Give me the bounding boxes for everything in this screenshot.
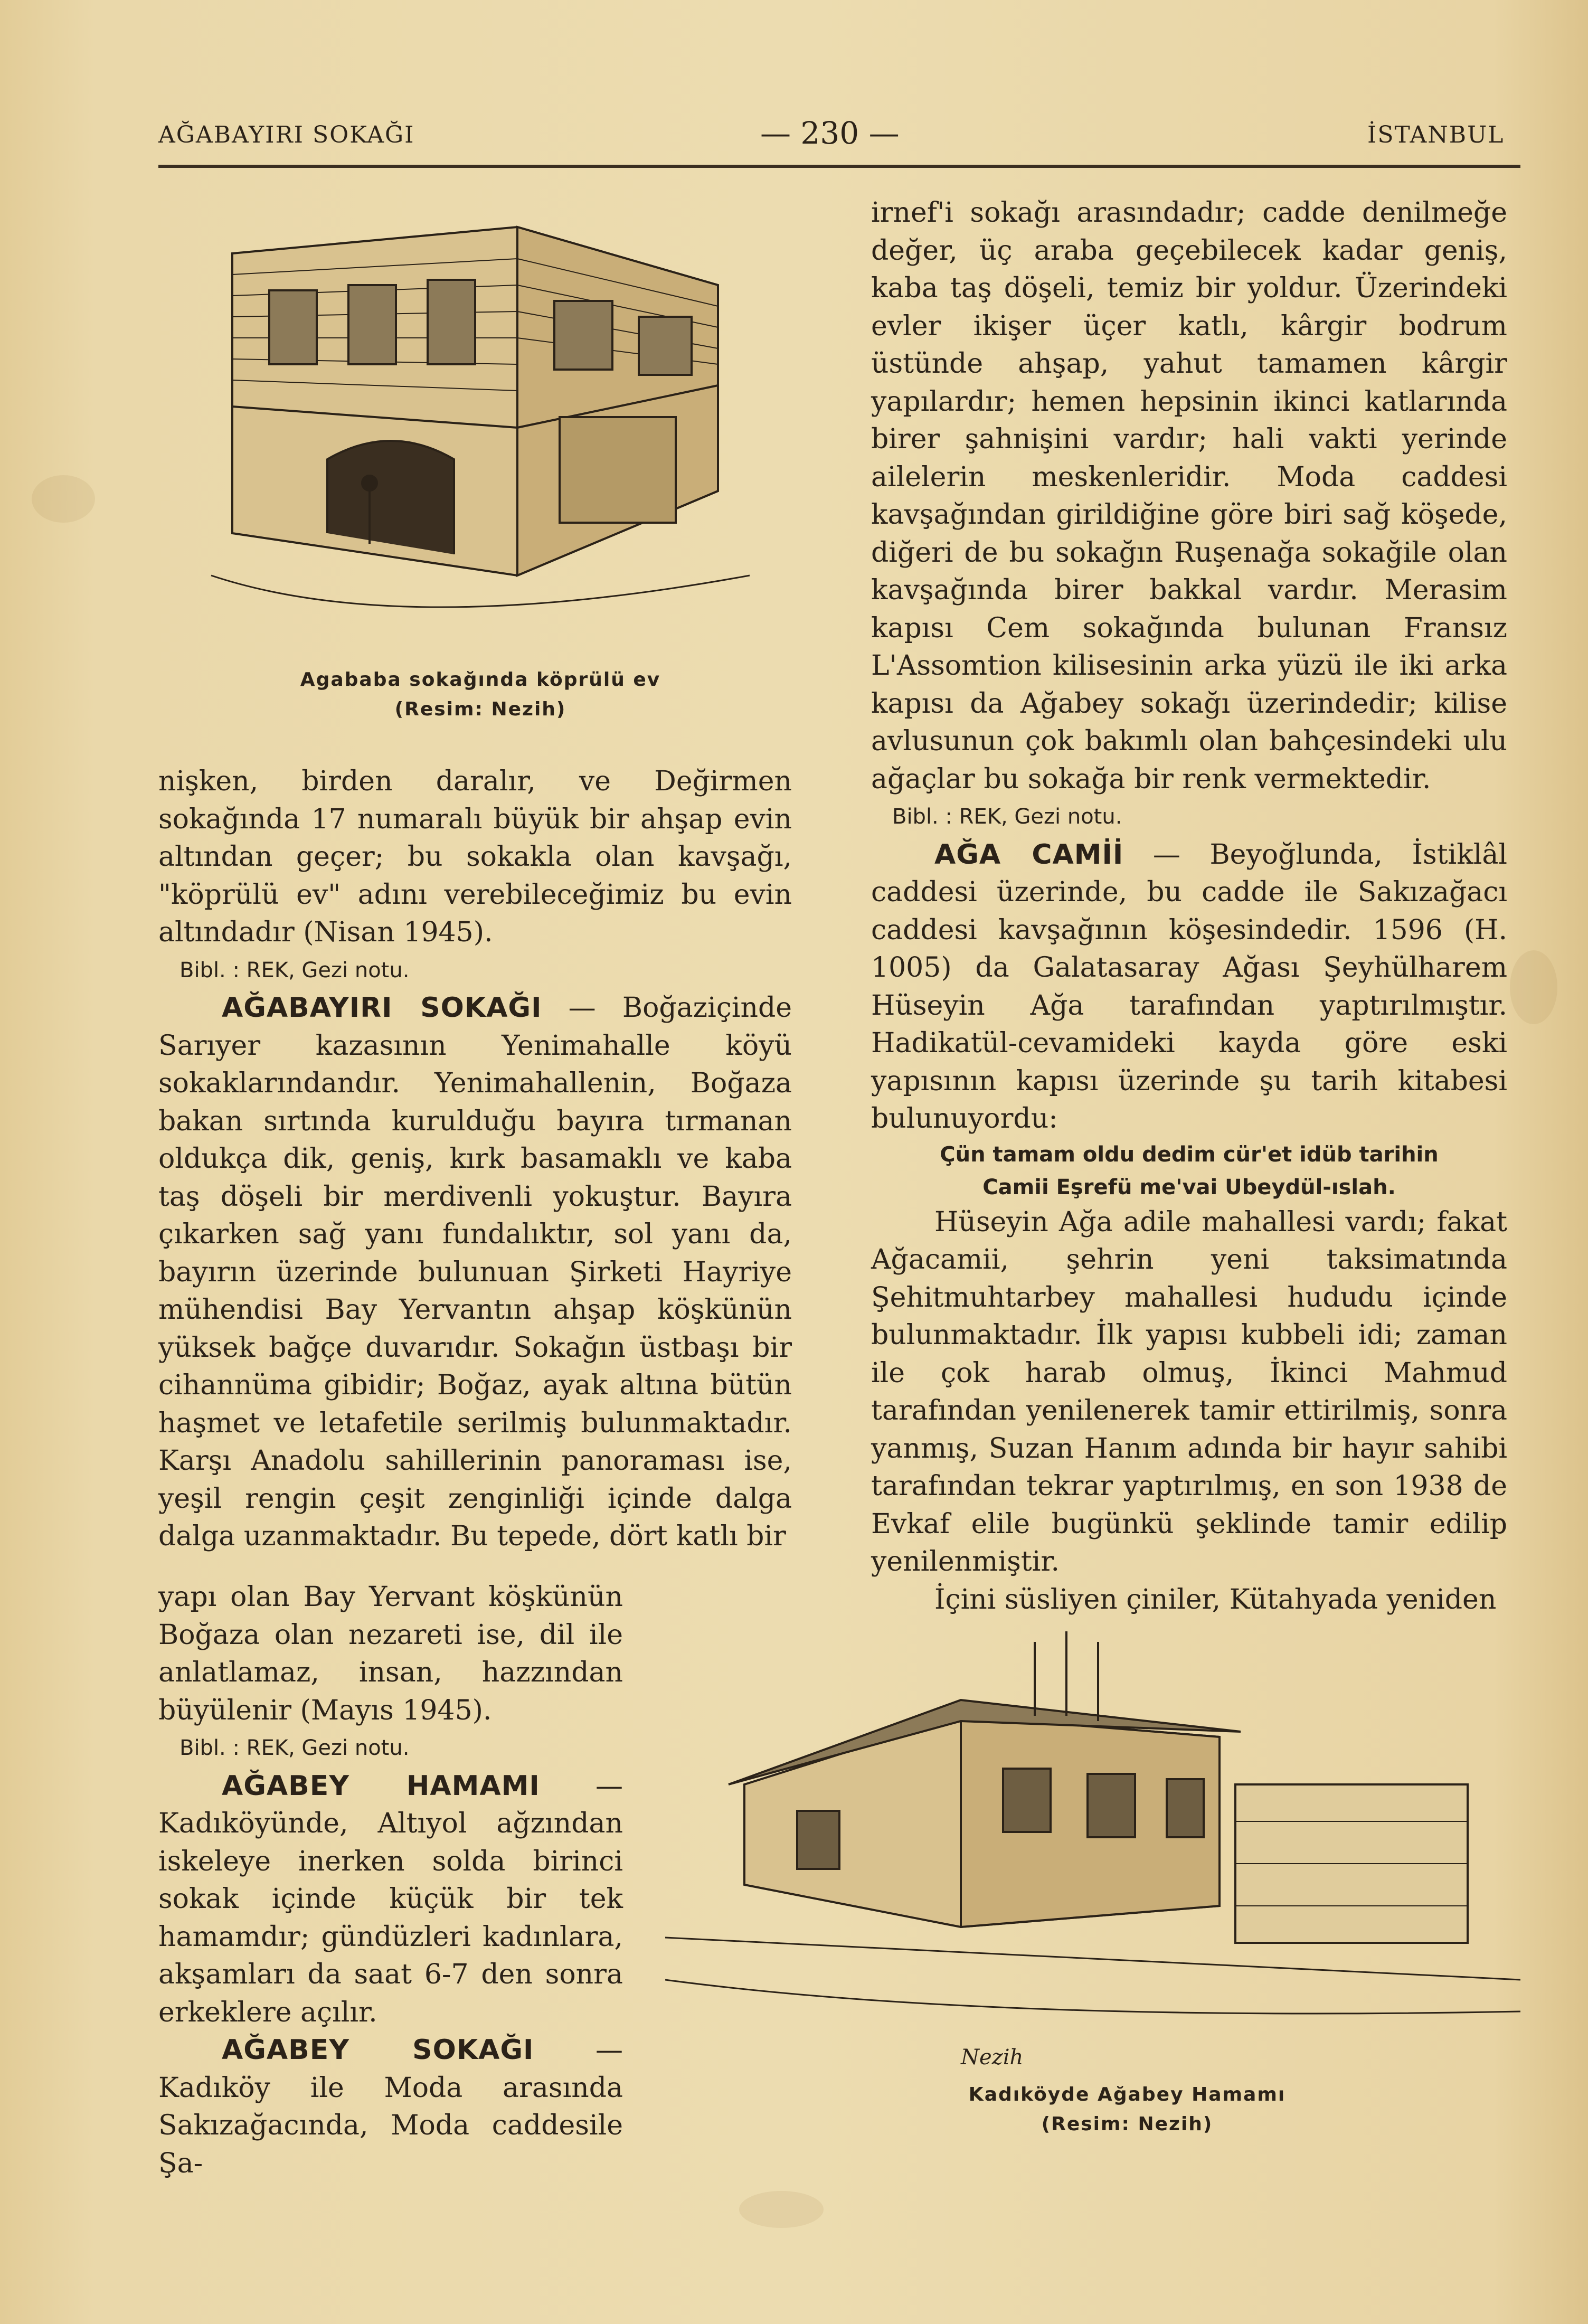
paper-stain xyxy=(32,475,95,523)
paragraph: yapı olan Bay Yervant köşkünün Boğaza olan nezareti ise, dil ile anlatlamaz, insan, hazzından büyülenir (Mayıs 1945). xyxy=(158,1581,623,1726)
paragraph: nişken, birden daralır, ve Değirmen sokağında 17 numaralı büyük bir ahşap evin altından geçer; bu sokakla olan kavşağı, "köprülü ev" adını verebileceğimiz bu evin altındadır (Nisan 1945). xyxy=(158,766,792,948)
entry-heading: AĞABEY SOKAĞI xyxy=(222,2034,534,2066)
figure-credit: (Resim: Nezih) xyxy=(1041,2113,1213,2135)
page-number: — 230 — xyxy=(760,115,900,151)
entry-agabey-hamami xyxy=(158,1768,623,2032)
wooden-house-engraving xyxy=(190,195,771,660)
artist-signature: Nezih xyxy=(961,2045,1024,2070)
entry-agabey-sokagi xyxy=(158,2032,623,2183)
inscription-line: Camii Eşrefü me'vai Ubeydül-ıslah. xyxy=(982,1175,1396,1199)
figure-caption xyxy=(824,2080,1431,2139)
figure-credit: (Resim: Nezih) xyxy=(394,698,566,720)
entry-heading: AĞABEY HAMAMI xyxy=(222,1770,540,1802)
running-head-right: İSTANBUL xyxy=(1367,121,1505,148)
entry-text: — Kadıköyünde, Altıyol ağzından iskeleye inerken solda birinci sokak içinde küçük bir tek hamamdır; gündüzleri kadınlara, akşamları da saat 6-7 den sonra erkeklere açılır. xyxy=(158,1770,623,2028)
running-head-left: AĞABAYIRI SOKAĞI xyxy=(158,121,415,148)
figure-caption xyxy=(190,665,771,724)
entry-text: — Boğaziçinde Sarıyer kazasının Yenimahalle köyü sokaklarındandır. Yenimahallenin, Boğaza bakan sırtında kurulduğu bayıra tırmanan oldukça dik, geniş, kırk basamaklı ve kaba taş döşeli bir merdivenli yokuştur. Bayıra çıkarken sağ yanı fundalıktır, sol yanı da, bayırın üzerinde bulunuan Şirketi Hayriye mühendisi Bay Yervantın ahşap köşkünün yüksek bağçe duvarıdır. Sokağın üstbaşı bir cihannüma gibidir; Boğaz, ayak altına bütün haşmet ve letafetile serilmiş bulunmaktadır. Karşı Anadolu sahillerinin panoraması ise, yeşil rengin çeşit zenginliği içinde dalga dalga uzanmaktadır. Bu tepede, dört katlı bir xyxy=(158,992,792,1552)
entry-aga-camii xyxy=(871,836,1507,1138)
bath-house-engraving xyxy=(665,1610,1520,2075)
right-column xyxy=(871,194,1507,1619)
entry-heading: AĞA CAMİİ xyxy=(934,838,1124,871)
entry-agabayiri-sokagi xyxy=(158,989,792,1556)
inscription-line: Çün tamam oldu dedim cür'et idüb tarihin xyxy=(940,1142,1439,1167)
entry-text: — Kadıköy ile Moda arasında Sakızağacında, Moda caddesile Şa- xyxy=(158,2034,623,2179)
bibliography-note: Bibl. : REK, Gezi notu. xyxy=(179,1736,410,1760)
entry-text: — Beyoğlunda, İstiklâl caddesi üzerinde, bu cadde ile Sakızağacı caddesi kavşağının köşesindedir. 1596 (H. 1005) da Galatasaray Ağası Şeyhülharem Hüseyin Ağa tarafından yaptırılmıştır. Hadikatül-cevamideki kayda göre eski yapısının kapısı üzerinde şu tarih kitabesi bulunuyordu: xyxy=(871,838,1507,1135)
entry-heading: AĞABAYIRI SOKAĞI xyxy=(222,992,542,1024)
left-column-upper xyxy=(158,763,792,1556)
bibliography-note: Bibl. : REK, Gezi notu. xyxy=(179,958,410,982)
paper-stain xyxy=(739,2191,824,2228)
paragraph: Hüseyin Ağa adile mahallesi vardı; fakat Ağacamii, şehrin yeni taksimatında Şehitmuhtarbey mahallesi hududu içinde bulunmaktadır. İlk yapısı kubbeli idi; zaman ile çok harab olmuş, İkinci Mahmud tarafından yenilenerek tamir ettirilmiş, sonra yanmış, Suzan Hanım adında bir hayır sahibi tarafından tekrar yaptırılmış, en son 1938 de Evkaf elile bugünkü şeklinde tamir edilip yenilenmiştir. xyxy=(871,1206,1507,1577)
figure-caption-line: Kadıköyde Ağabey Hamamı xyxy=(968,2084,1286,2105)
paragraph: İçini süsliyen çiniler, Kütahyada yeniden xyxy=(934,1583,1497,1616)
left-column-lower xyxy=(158,1579,623,2183)
figure-caption-line: Agababa sokağında köprülü ev xyxy=(300,669,661,691)
bibliography-note: Bibl. : REK, Gezi notu. xyxy=(892,805,1122,829)
paper-stain xyxy=(1510,950,1557,1024)
header-rule xyxy=(158,165,1520,168)
paragraph: irnef'i sokağı arasındadır; cadde denilmeğe değer, üç araba geçebilecek kadar geniş, kaba taş döşeli, temiz bir yoldur. Üzerindeki evler ikişer üçer katlı, kârgir bodrum üstünde ahşap, yahut tamamen kârgir yapılardır; hemen hepsinin ikinci katlarında birer şahnişini vardır; hali vakti yerinde ailelerin meskenleridir. Moda caddesi kavşağından girildiğine göre biri sağ köşede, diğeri de bu sokağın Ruşenağa sokağile olan kavşağında birer bakkal vardır. Merasim kapısı Cem sokağında bulunan Fransız L'Assomtion kilisesinin arka yüzü ile iki arka kapısı da Ağabey sokağı üzerindedir; kilise avlusunun çok bakımlı olan bahçesindeki ulu ağaçlar bu sokağa bir renk vermektedir. xyxy=(871,197,1507,795)
